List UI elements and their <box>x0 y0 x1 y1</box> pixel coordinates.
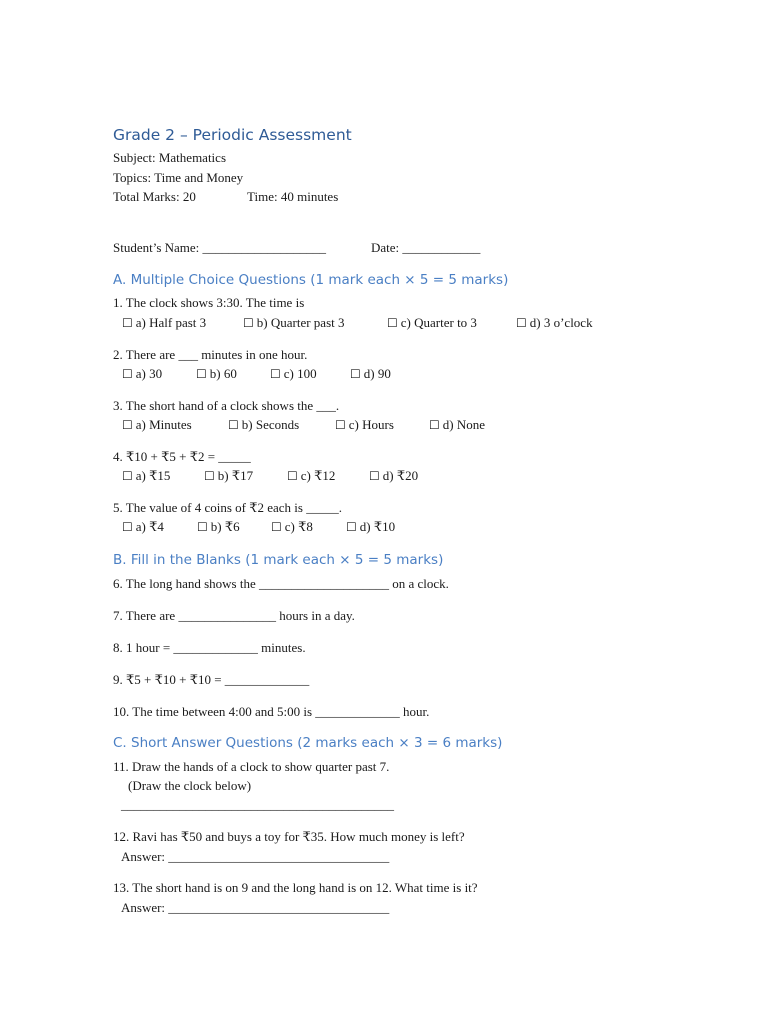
option-1d: ☐ d) 3 o’clock <box>516 315 593 330</box>
section-b-heading: B. Fill in the Blanks (1 mark each × 5 = 5 marks) <box>113 552 444 568</box>
student-name-field: Student’s Name: ___________________ <box>113 240 327 255</box>
option-5d: ☐ d) ₹10 <box>346 519 396 534</box>
empty-checkbox-icon: ☐ <box>346 520 357 534</box>
question-2-text: 2. There are ___ minutes in one hour. <box>113 347 308 362</box>
option-4b: ☐ b) ₹17 <box>204 468 254 483</box>
empty-checkbox-icon: ☐ <box>122 520 133 534</box>
empty-checkbox-icon: ☐ <box>197 520 208 534</box>
page-title: Grade 2 – Periodic Assessment <box>113 126 352 144</box>
option-4c: ☐ c) ₹12 <box>287 468 336 483</box>
empty-checkbox-icon: ☐ <box>122 316 133 330</box>
option-2d: ☐ d) 90 <box>350 366 391 381</box>
subject-line: Subject: Mathematics <box>113 150 227 165</box>
date-field: Date: ____________ <box>371 240 481 255</box>
question-12-answer: Answer: __________________________________ <box>121 849 390 864</box>
total-marks: Total Marks: 20 <box>113 189 196 204</box>
section-a-heading: A. Multiple Choice Questions (1 mark each × 5 = 5 marks) <box>113 272 509 288</box>
question-4-text: 4. ₹10 + ₹5 + ₹2 = _____ <box>113 449 251 464</box>
option-1a: ☐ a) Half past 3 <box>122 315 207 330</box>
question-6: 6. The long hand shows the ____________________ on a clock. <box>113 576 449 591</box>
empty-checkbox-icon: ☐ <box>387 316 398 330</box>
question-11-answer-line: __________________________________________ <box>121 797 394 812</box>
option-2c: ☐ c) 100 <box>270 366 317 381</box>
empty-checkbox-icon: ☐ <box>243 316 254 330</box>
time-allowed: Time: 40 minutes <box>247 189 339 204</box>
empty-checkbox-icon: ☐ <box>287 469 298 483</box>
option-5c: ☐ c) ₹8 <box>271 519 313 534</box>
option-4d: ☐ d) ₹20 <box>369 468 419 483</box>
option-5b: ☐ b) ₹6 <box>197 519 240 534</box>
question-9: 9. ₹5 + ₹10 + ₹10 = _____________ <box>113 672 310 687</box>
option-3c: ☐ c) Hours <box>335 417 394 432</box>
empty-checkbox-icon: ☐ <box>228 418 239 432</box>
question-11-text: 11. Draw the hands of a clock to show quarter past 7. <box>113 759 390 774</box>
empty-checkbox-icon: ☐ <box>429 418 440 432</box>
empty-checkbox-icon: ☐ <box>516 316 527 330</box>
option-2a: ☐ a) 30 <box>122 366 163 381</box>
question-10: 10. The time between 4:00 and 5:00 is _____________ hour. <box>113 704 430 719</box>
question-3-text: 3. The short hand of a clock shows the ___. <box>113 398 340 413</box>
option-1b: ☐ b) Quarter past 3 <box>243 315 345 330</box>
empty-checkbox-icon: ☐ <box>350 367 361 381</box>
question-12-text: 12. Ravi has ₹50 and buys a toy for ₹35. How much money is left? <box>113 829 465 844</box>
question-7: 7. There are _______________ hours in a day. <box>113 608 355 623</box>
empty-checkbox-icon: ☐ <box>369 469 380 483</box>
question-13-text: 13. The short hand is on 9 and the long hand is on 12. What time is it? <box>113 880 478 895</box>
empty-checkbox-icon: ☐ <box>270 367 281 381</box>
empty-checkbox-icon: ☐ <box>122 367 133 381</box>
option-4a: ☐ a) ₹15 <box>122 468 171 483</box>
option-3d: ☐ d) None <box>429 417 486 432</box>
option-2b: ☐ b) 60 <box>196 366 237 381</box>
topics-line: Topics: Time and Money <box>113 170 244 185</box>
option-5a: ☐ a) ₹4 <box>122 519 164 534</box>
empty-checkbox-icon: ☐ <box>122 418 133 432</box>
option-3a: ☐ a) Minutes <box>122 417 192 432</box>
empty-checkbox-icon: ☐ <box>335 418 346 432</box>
question-13-answer: Answer: __________________________________ <box>121 900 390 915</box>
option-3b: ☐ b) Seconds <box>228 417 300 432</box>
option-1c: ☐ c) Quarter to 3 <box>387 315 477 330</box>
section-c-heading: C. Short Answer Questions (2 marks each × 3 = 6 marks) <box>113 735 503 751</box>
empty-checkbox-icon: ☐ <box>271 520 282 534</box>
question-5-text: 5. The value of 4 coins of ₹2 each is _____. <box>113 500 342 515</box>
question-8: 8. 1 hour = _____________ minutes. <box>113 640 306 655</box>
question-1-text: 1. The clock shows 3:30. The time is <box>113 295 305 310</box>
question-11-note: (Draw the clock below) <box>128 778 252 793</box>
empty-checkbox-icon: ☐ <box>122 469 133 483</box>
empty-checkbox-icon: ☐ <box>196 367 207 381</box>
empty-checkbox-icon: ☐ <box>204 469 215 483</box>
